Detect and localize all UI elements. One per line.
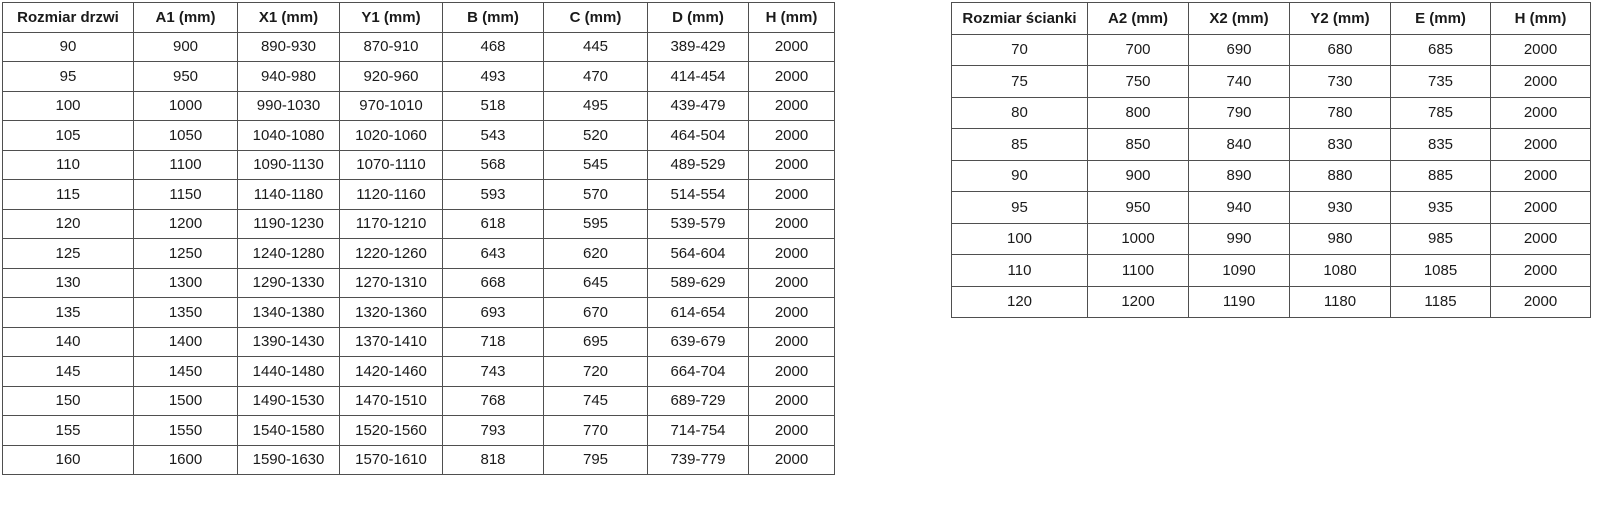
table-cell: 795 <box>544 445 648 475</box>
table-cell: 1100 <box>1088 255 1189 287</box>
wall-table-body <box>952 34 1591 318</box>
table-cell: 1600 <box>134 445 238 475</box>
table-cell: 514-554 <box>648 180 749 210</box>
table-row <box>3 298 835 328</box>
wall-sizes-table <box>951 2 1591 318</box>
table-cell: 1200 <box>1088 286 1189 318</box>
table-cell: 155 <box>3 416 134 446</box>
table-cell: 785 <box>1391 97 1491 129</box>
table-cell: 90 <box>952 160 1088 192</box>
table-cell: 1350 <box>134 298 238 328</box>
table-cell: 645 <box>544 268 648 298</box>
table-cell: 639-679 <box>648 327 749 357</box>
table-cell: 1590-1630 <box>238 445 340 475</box>
table-row <box>952 223 1591 255</box>
table-cell: 1000 <box>1088 223 1189 255</box>
column-header: Y1 (mm) <box>340 3 443 33</box>
table-cell: 2000 <box>749 298 835 328</box>
table-cell: 1470-1510 <box>340 386 443 416</box>
table-cell: 1440-1480 <box>238 357 340 387</box>
table-cell: 1000 <box>134 91 238 121</box>
table-cell: 693 <box>443 298 544 328</box>
table-cell: 2000 <box>749 239 835 269</box>
table-cell: 780 <box>1290 97 1391 129</box>
table-cell: 620 <box>544 239 648 269</box>
table-cell: 2000 <box>1491 192 1591 224</box>
column-header: X2 (mm) <box>1189 3 1290 35</box>
table-cell: 714-754 <box>648 416 749 446</box>
table-cell: 1090-1130 <box>238 150 340 180</box>
table-cell: 520 <box>544 121 648 151</box>
table-row <box>3 357 835 387</box>
door-table-header-row <box>3 3 835 33</box>
table-cell: 940-980 <box>238 62 340 92</box>
table-cell: 770 <box>544 416 648 446</box>
table-row <box>952 255 1591 287</box>
table-cell: 2000 <box>1491 255 1591 287</box>
table-cell: 1090 <box>1189 255 1290 287</box>
table-cell: 950 <box>134 62 238 92</box>
table-row <box>3 327 835 357</box>
table-cell: 618 <box>443 209 544 239</box>
table-cell: 850 <box>1088 129 1189 161</box>
table-cell: 1370-1410 <box>340 327 443 357</box>
table-cell: 735 <box>1391 66 1491 98</box>
table-cell: 115 <box>3 180 134 210</box>
table-cell: 2000 <box>749 327 835 357</box>
table-cell: 389-429 <box>648 32 749 62</box>
table-cell: 930 <box>1290 192 1391 224</box>
table-row <box>952 192 1591 224</box>
table-cell: 720 <box>544 357 648 387</box>
table-cell: 1140-1180 <box>238 180 340 210</box>
table-cell: 543 <box>443 121 544 151</box>
table-cell: 1540-1580 <box>238 416 340 446</box>
table-cell: 1190-1230 <box>238 209 340 239</box>
column-header: Y2 (mm) <box>1290 3 1391 35</box>
table-row <box>3 121 835 151</box>
table-cell: 85 <box>952 129 1088 161</box>
table-cell: 900 <box>134 32 238 62</box>
table-cell: 2000 <box>1491 66 1591 98</box>
table-row <box>3 445 835 475</box>
table-cell: 900 <box>1088 160 1189 192</box>
table-cell: 1300 <box>134 268 238 298</box>
table-cell: 739-779 <box>648 445 749 475</box>
wall-table-header-row <box>952 3 1591 35</box>
table-cell: 464-504 <box>648 121 749 151</box>
table-cell: 880 <box>1290 160 1391 192</box>
table-cell: 489-529 <box>648 150 749 180</box>
table-cell: 135 <box>3 298 134 328</box>
table-row <box>952 34 1591 66</box>
table-cell: 2000 <box>749 180 835 210</box>
table-cell: 830 <box>1290 129 1391 161</box>
table-cell: 664-704 <box>648 357 749 387</box>
column-header: A1 (mm) <box>134 3 238 33</box>
column-header: H (mm) <box>1491 3 1591 35</box>
table-cell: 1420-1460 <box>340 357 443 387</box>
door-table-body <box>3 32 835 475</box>
table-cell: 2000 <box>1491 34 1591 66</box>
table-row <box>3 268 835 298</box>
table-cell: 689-729 <box>648 386 749 416</box>
table-cell: 680 <box>1290 34 1391 66</box>
table-cell: 2000 <box>749 62 835 92</box>
table-cell: 70 <box>952 34 1088 66</box>
table-cell: 920-960 <box>340 62 443 92</box>
table-row <box>3 62 835 92</box>
table-cell: 1450 <box>134 357 238 387</box>
table-row <box>3 386 835 416</box>
table-cell: 980 <box>1290 223 1391 255</box>
table-row <box>952 286 1591 318</box>
table-cell: 105 <box>3 121 134 151</box>
table-cell: 740 <box>1189 66 1290 98</box>
table-cell: 1340-1380 <box>238 298 340 328</box>
table-cell: 990-1030 <box>238 91 340 121</box>
table-cell: 990 <box>1189 223 1290 255</box>
table-cell: 1185 <box>1391 286 1491 318</box>
table-cell: 445 <box>544 32 648 62</box>
table-cell: 818 <box>443 445 544 475</box>
column-header: B (mm) <box>443 3 544 33</box>
table-cell: 685 <box>1391 34 1491 66</box>
table-cell: 800 <box>1088 97 1189 129</box>
column-header: H (mm) <box>749 3 835 33</box>
table-cell: 890 <box>1189 160 1290 192</box>
table-cell: 125 <box>3 239 134 269</box>
table-row <box>3 32 835 62</box>
table-cell: 1080 <box>1290 255 1391 287</box>
table-cell: 495 <box>544 91 648 121</box>
table-cell: 1180 <box>1290 286 1391 318</box>
table-cell: 890-930 <box>238 32 340 62</box>
table-cell: 1100 <box>134 150 238 180</box>
table-cell: 120 <box>952 286 1088 318</box>
table-cell: 1050 <box>134 121 238 151</box>
table-cell: 2000 <box>1491 286 1591 318</box>
table-cell: 1040-1080 <box>238 121 340 151</box>
table-cell: 595 <box>544 209 648 239</box>
table-cell: 835 <box>1391 129 1491 161</box>
table-cell: 1570-1610 <box>340 445 443 475</box>
table-cell: 768 <box>443 386 544 416</box>
table-cell: 1190 <box>1189 286 1290 318</box>
table-cell: 1120-1160 <box>340 180 443 210</box>
table-cell: 2000 <box>749 121 835 151</box>
table-cell: 2000 <box>1491 223 1591 255</box>
table-row <box>952 160 1591 192</box>
table-cell: 1320-1360 <box>340 298 443 328</box>
table-cell: 95 <box>3 62 134 92</box>
table-cell: 2000 <box>749 150 835 180</box>
table-cell: 1220-1260 <box>340 239 443 269</box>
table-cell: 570 <box>544 180 648 210</box>
table-cell: 1020-1060 <box>340 121 443 151</box>
table-cell: 100 <box>952 223 1088 255</box>
table-cell: 470 <box>544 62 648 92</box>
table-cell: 1270-1310 <box>340 268 443 298</box>
column-header: C (mm) <box>544 3 648 33</box>
column-header: E (mm) <box>1391 3 1491 35</box>
table-cell: 2000 <box>749 268 835 298</box>
table-cell: 140 <box>3 327 134 357</box>
table-cell: 700 <box>1088 34 1189 66</box>
table-cell: 2000 <box>1491 160 1591 192</box>
table-cell: 1200 <box>134 209 238 239</box>
table-row <box>3 209 835 239</box>
table-row <box>3 150 835 180</box>
table-cell: 120 <box>3 209 134 239</box>
column-header: X1 (mm) <box>238 3 340 33</box>
table-cell: 160 <box>3 445 134 475</box>
table-cell: 130 <box>3 268 134 298</box>
table-cell: 493 <box>443 62 544 92</box>
table-cell: 1400 <box>134 327 238 357</box>
table-cell: 2000 <box>749 91 835 121</box>
table-cell: 1250 <box>134 239 238 269</box>
table-cell: 2000 <box>749 209 835 239</box>
table-cell: 985 <box>1391 223 1491 255</box>
table-cell: 568 <box>443 150 544 180</box>
door-sizes-table <box>2 2 835 475</box>
table-cell: 110 <box>3 150 134 180</box>
table-cell: 2000 <box>749 357 835 387</box>
table-cell: 90 <box>3 32 134 62</box>
table-cell: 100 <box>3 91 134 121</box>
table-row <box>3 91 835 121</box>
table-cell: 518 <box>443 91 544 121</box>
table-cell: 150 <box>3 386 134 416</box>
table-cell: 545 <box>544 150 648 180</box>
table-cell: 970-1010 <box>340 91 443 121</box>
table-cell: 2000 <box>1491 129 1591 161</box>
table-cell: 1550 <box>134 416 238 446</box>
table-cell: 1390-1430 <box>238 327 340 357</box>
table-cell: 870-910 <box>340 32 443 62</box>
table-cell: 670 <box>544 298 648 328</box>
table-cell: 593 <box>443 180 544 210</box>
table-row <box>3 416 835 446</box>
column-header: D (mm) <box>648 3 749 33</box>
table-cell: 743 <box>443 357 544 387</box>
table-cell: 950 <box>1088 192 1189 224</box>
table-cell: 668 <box>443 268 544 298</box>
table-cell: 695 <box>544 327 648 357</box>
table-cell: 614-654 <box>648 298 749 328</box>
table-cell: 690 <box>1189 34 1290 66</box>
table-cell: 793 <box>443 416 544 446</box>
table-cell: 745 <box>544 386 648 416</box>
table-cell: 1085 <box>1391 255 1491 287</box>
table-cell: 1500 <box>134 386 238 416</box>
table-cell: 1290-1330 <box>238 268 340 298</box>
table-cell: 2000 <box>749 32 835 62</box>
table-cell: 2000 <box>749 416 835 446</box>
table-cell: 2000 <box>1491 97 1591 129</box>
table-row <box>952 129 1591 161</box>
table-cell: 468 <box>443 32 544 62</box>
table-cell: 1150 <box>134 180 238 210</box>
table-row <box>3 239 835 269</box>
table-cell: 110 <box>952 255 1088 287</box>
table-cell: 2000 <box>749 386 835 416</box>
table-row <box>952 97 1591 129</box>
table-cell: 935 <box>1391 192 1491 224</box>
table-cell: 730 <box>1290 66 1391 98</box>
table-cell: 790 <box>1189 97 1290 129</box>
table-cell: 589-629 <box>648 268 749 298</box>
column-header: Rozmiar drzwi <box>3 3 134 33</box>
table-cell: 80 <box>952 97 1088 129</box>
table-cell: 940 <box>1189 192 1290 224</box>
table-cell: 75 <box>952 66 1088 98</box>
table-cell: 643 <box>443 239 544 269</box>
table-cell: 1240-1280 <box>238 239 340 269</box>
table-cell: 539-579 <box>648 209 749 239</box>
table-cell: 439-479 <box>648 91 749 121</box>
table-cell: 885 <box>1391 160 1491 192</box>
table-row <box>952 66 1591 98</box>
table-cell: 1170-1210 <box>340 209 443 239</box>
table-cell: 840 <box>1189 129 1290 161</box>
table-cell: 718 <box>443 327 544 357</box>
table-cell: 414-454 <box>648 62 749 92</box>
table-cell: 750 <box>1088 66 1189 98</box>
column-header: Rozmiar ścianki <box>952 3 1088 35</box>
table-cell: 145 <box>3 357 134 387</box>
table-cell: 2000 <box>749 445 835 475</box>
table-cell: 1070-1110 <box>340 150 443 180</box>
table-cell: 564-604 <box>648 239 749 269</box>
table-cell: 1490-1530 <box>238 386 340 416</box>
table-row <box>3 180 835 210</box>
column-header: A2 (mm) <box>1088 3 1189 35</box>
table-cell: 95 <box>952 192 1088 224</box>
table-cell: 1520-1560 <box>340 416 443 446</box>
